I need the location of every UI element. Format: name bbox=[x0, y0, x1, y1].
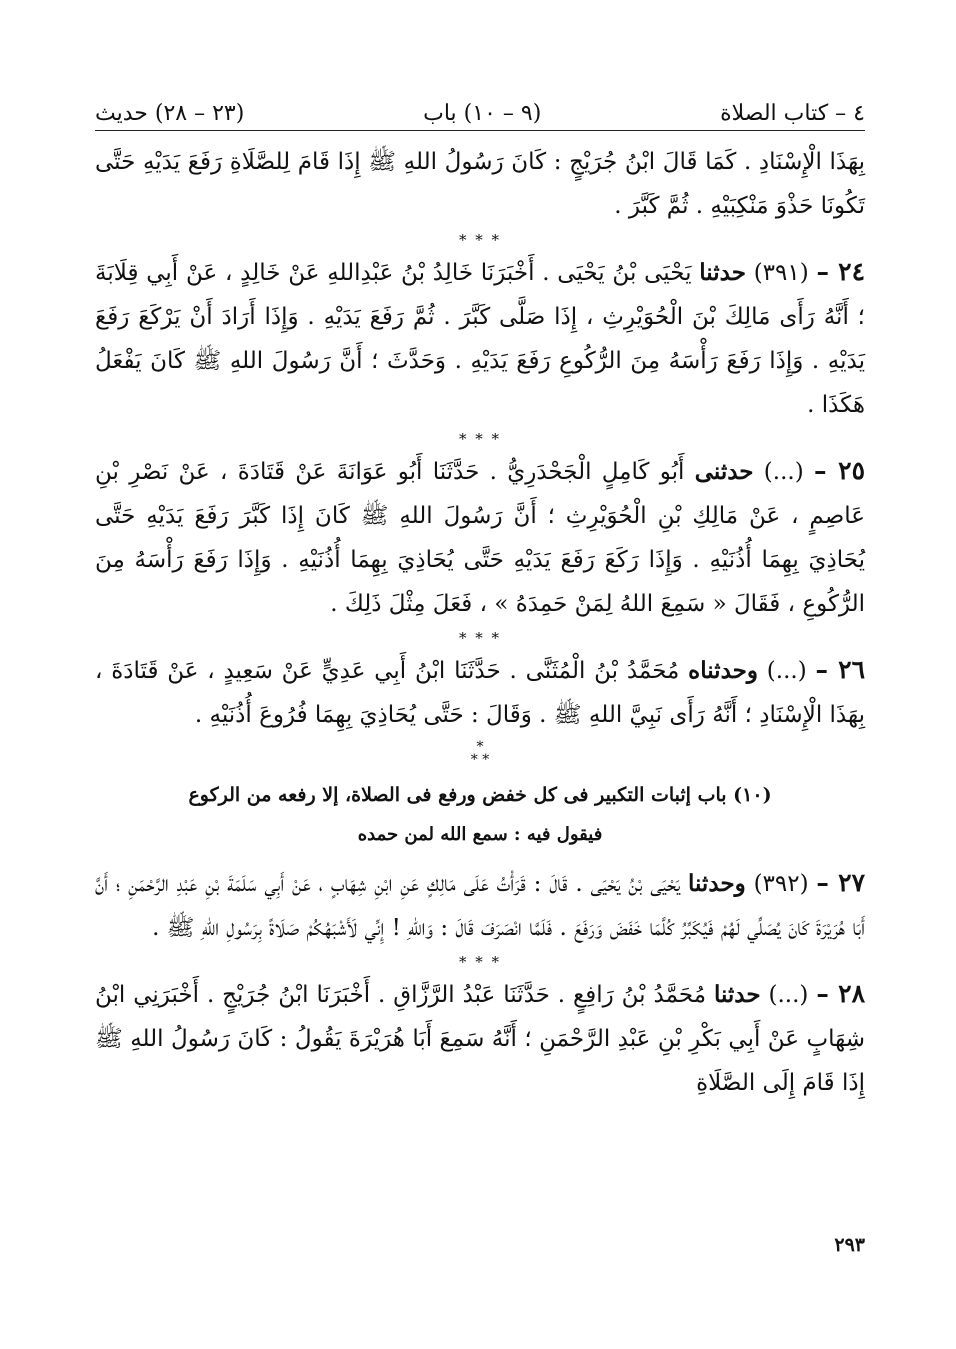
hadith-opening-word: وحدثناه bbox=[688, 657, 758, 684]
hadith-reference: (...) bbox=[763, 459, 804, 485]
page-footer bbox=[95, 1234, 865, 1256]
page-number: ٢٩٣ bbox=[834, 1234, 865, 1256]
hadith-text: أَبُو كَامِلٍ الْجَحْدَرِيُّ . حَدَّثَنَا أَبُو عَوَانَةَ عَنْ قَتَادَةَ ، عَنْ نَصْرِ بْنِ عَاصِمٍ ، عَنْ مَالِكِ بْنِ الْحُوَيْرِثِ ؛ أَنَّ رَسُولَ اللهِ ﷺ كَانَ إِذَا كَبَّرَ رَفَعَ يَدَيْهِ حَتَّى يُحَاذِيَ بِهِمَا أُذُنَيْهِ . وَإِذَا رَكَعَ رَفَعَ يَدَيْهِ حَتَّى يُحَاذِيَ بِهِمَا أُذُنَيْهِ . وَإِذَا رَفَعَ رَأْسَهُ مِنَ الرُّكُوعِ ، فَقَالَ « سَمِعَ اللهُ لِمَنْ حَمِدَهُ » ، فَعَلَ مِثْلَ ذَلِكَ . bbox=[95, 459, 865, 617]
hadith-opening-word: حدثنا bbox=[699, 259, 746, 286]
hadith-text: يَحْيَى بْنُ يَحْيَى . أَخْبَرَنَا خَالِدُ بْنُ عَبْدِاللهِ عَنْ خَالِدٍ ، عَنْ أَبِي قِلَابَةَ ؛ أَنَّهُ رَأَى مَالِكَ بْنَ الْحُوَيْرِثِ ، إِذَا صَلَّى كَبَّرَ . ثُمَّ رَفَعَ يَدَيْهِ . وَإِذَا أَرَادَ أَنْ يَرْكَعَ رَفَعَ يَدَيْهِ . وَإِذَا رَفَعَ رَأْسَهُ مِنَ الرُّكُوعِ رَفَعَ يَدَيْهِ . وَحَدَّثَ ؛ أَنَّ رَسُولَ اللهِ ﷺ كَانَ يَفْعَلُ هَكَذَا . bbox=[95, 260, 865, 418]
hadith-opening-word: وحدثنا bbox=[687, 870, 746, 897]
hadith-reference: (٣٩١) bbox=[753, 260, 809, 286]
hadith-number: ٢٥ – bbox=[813, 456, 865, 485]
header-book-title: ٤ – كتاب الصلاة bbox=[720, 101, 865, 126]
hadith-number: ٢٧ – bbox=[816, 868, 865, 897]
separator-asterisks: * * * bbox=[458, 231, 502, 249]
hadith-continuation: بِهَذَا الْإِسْنَادِ . كَمَا قَالَ ابْنُ جُرَيْجٍ : كَانَ رَسُولُ اللهِ ﷺ إِذَا قَامَ لِلصَّلَاةِ رَفَعَ يَدَيْهِ حَتَّى تَكُونَا حَذْوَ مَنْكِبَيْهِ . ثُمَّ كَبَّرَ . bbox=[95, 149, 865, 219]
hadith-27 bbox=[95, 861, 865, 950]
hadith-24 bbox=[95, 250, 865, 427]
hadith-reference: (...) bbox=[766, 658, 807, 684]
hadith-reference: (٣٩٢) bbox=[753, 871, 809, 897]
hadith-25 bbox=[95, 449, 865, 626]
hadith-opening-word: حدثنا bbox=[713, 981, 761, 1008]
hadith-number: ٢٦ – bbox=[815, 655, 866, 684]
hadith-28 bbox=[95, 972, 865, 1105]
page-body bbox=[95, 140, 865, 1105]
hadith-number: ٢٨ – bbox=[816, 979, 865, 1008]
header-chapter-range: (٩ – ١٠) باب bbox=[423, 101, 542, 126]
header-hadith-range: (٢٣ – ٢٨) حديث bbox=[95, 101, 245, 126]
hadith-26 bbox=[95, 648, 865, 737]
hadith-opening-word: حدثنى bbox=[694, 458, 754, 485]
chapter-title: (١٠) باب إثبات التكبير فى كل خفض ورفع فى الصلاة، إلا رفعه من الركوع bbox=[188, 784, 772, 806]
hadith-reference: (...) bbox=[768, 982, 809, 1008]
separator-asterisks: * * * bbox=[458, 430, 502, 448]
separator-asterisks: * * * bbox=[458, 953, 502, 971]
chapter-subtitle: فيقول فيه : سمع الله لمن حمده bbox=[357, 824, 603, 845]
hadith-text: مُحَمَّدُ بْنُ رَافِعٍ . حَدَّثَنَا عَبْدُ الرَّزَّاقِ . أَخْبَرَنَا ابْنُ جُرَيْجٍ . أَخْبَرَنِي ابْنُ شِهَابٍ عَنْ أَبِي بَكْرِ بْنِ عَبْدِ الرَّحْمَنِ ؛ أَنَّهُ سَمِعَ أَبَا هُرَيْرَةَ يَقُولُ : كَانَ رَسُولُ اللهِ ﷺ إِذَا قَامَ إِلَى الصَّلَاةِ bbox=[95, 982, 865, 1096]
separator-asterisks-triangle: * * * bbox=[470, 739, 490, 768]
hadith-number: ٢٤ – bbox=[816, 257, 866, 286]
running-header bbox=[95, 80, 865, 131]
hadith-text: مُحَمَّدُ بْنُ الْمُثَنَّى . حَدَّثَنَا ابْنُ أَبِي عَدِيٍّ عَنْ سَعِيدٍ ، عَنْ قَتَادَةَ ، بِهَذَا الْإِسْنَادِ ؛ أَنَّهُ رَأَى نَبِيَّ اللهِ ﷺ . وَقَالَ : حَتَّى يُحَاذِيَ بِهِمَا فُرُوعَ أُذُنَيْهِ . bbox=[95, 658, 865, 728]
separator-asterisks: * * * bbox=[458, 629, 502, 647]
hadith-text: يَحْيَى بْنُ يَحْيَى . قَالَ : قَرَأْتُ عَلَى مَالِكٍ عَنِ ابْنِ شِهَابٍ ، عَنْ أَبِي سَلَمَةَ بْنِ عَبْدِ الرَّحْمَنِ ؛ أَنَّ أَبَا هُرَيْرَةَ كَانَ يُصَلِّي لَهُمْ فَيُكَبِّرُ كُلَّمَا خَفَضَ وَرَفَعَ . فَلَمَّا انْصَرَفَ قَالَ : وَاللهِ ! إِنِّي لَأَشْبَهُكُمْ صَلَاةً بِرَسُولِ اللهِ ﷺ . bbox=[95, 871, 865, 941]
